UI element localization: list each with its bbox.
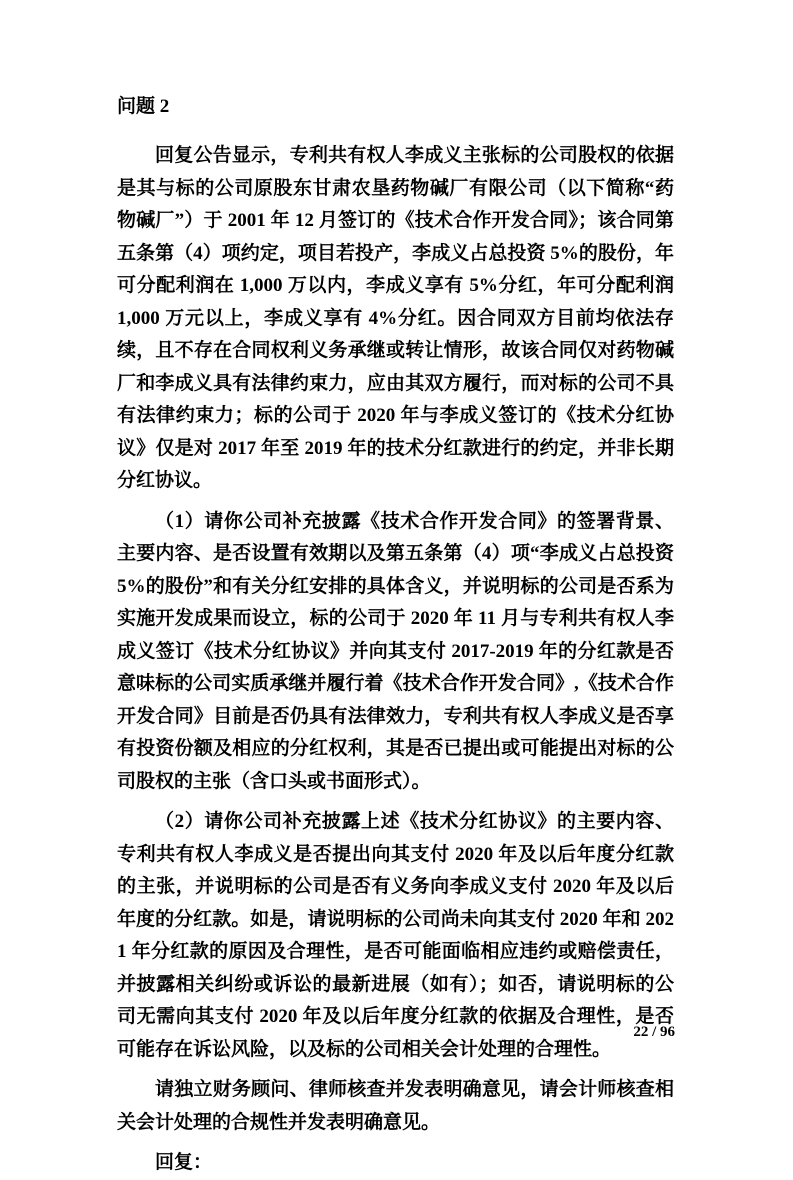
paragraph-question-2: （2）请你公司补充披露上述《技术分红协议》的主要内容、专利共有权人李成义是否提出向其支付 2020 年及以后年度分红款的主张，并说明标的公司是否有义务向李成义支付 2020 年及以后年度的分红款。如是，请说明标的公司尚未向其支付 2020 年和 2021 年分红款的原因及合理性，是否可能面临相应违约或赔偿责任，并披露相关纠纷或诉讼的最新进展（如有）；如否，请说明标的公司无需向其支付 2020 年及以后年度分红款的依据及合理性，是否可能存在诉讼风险，以及标的公司相关会计处理的合理性。 [117, 811, 674, 1060]
paragraph-question-1: （1）请你公司补充披露《技术合作开发合同》的签署背景、主要内容、是否设置有效期以及第五条第（4）项“李成义占总投资 5%的股份”和有关分红安排的具体含义，并说明标的公司是否系为实施开发成果而设立，标的公司于 2020 年 11 月与专利共有权人李成义签订《技术分红协议》并向其支付 2017-2019 年的分红款是否意味标的公司实质承继并履行着《技术合作开发合同》,《技术合作开发合同》目前是否仍具有法律效力，专利共有权人李成义是否享有投资份额及相应的分红权利，其是否已提出或可能提出对标的公司股权的主张（含口头或书面形式）。 [117, 510, 674, 792]
paragraph-verification-request: 请独立财务顾问、律师核查并发表明确意见，请会计师核查相关会计处理的合规性并发表明确意见。 [117, 1079, 674, 1133]
page-number: 22 / 96 [633, 1024, 675, 1040]
document-body [117, 94, 674, 1180]
reply-label: 回复： [155, 1152, 213, 1173]
question-title: 问题 2 [117, 96, 170, 117]
paragraph-summary: 回复公告显示，专利共有权人李成义主张标的公司股权的依据是其与标的公司原股东甘肃农垦药物碱厂有限公司（以下简称“药物碱厂”）于 2001 年 12 月签订的《技术合作开发合同》；该合同第五条第（4）项约定，项目若投产，李成义占总投资 5%的股份，年可分配利润在 1,000 万以内，李成义享有 5%分红，年可分配利润 1,000 万元以上，李成义享有 4%分红。因合同双方目前均依法存续，且不存在合同权利义务承继或转让情形，故该合同仅对药物碱厂和李成义具有法律约束力，应由其双方履行，而对标的公司不具有法律约束力；标的公司于 2020 年与李成义签订的《技术分红协议》仅是对 2017 年至 2019 年的技术分红款进行的约定，并非长期分红协议。 [117, 145, 674, 491]
